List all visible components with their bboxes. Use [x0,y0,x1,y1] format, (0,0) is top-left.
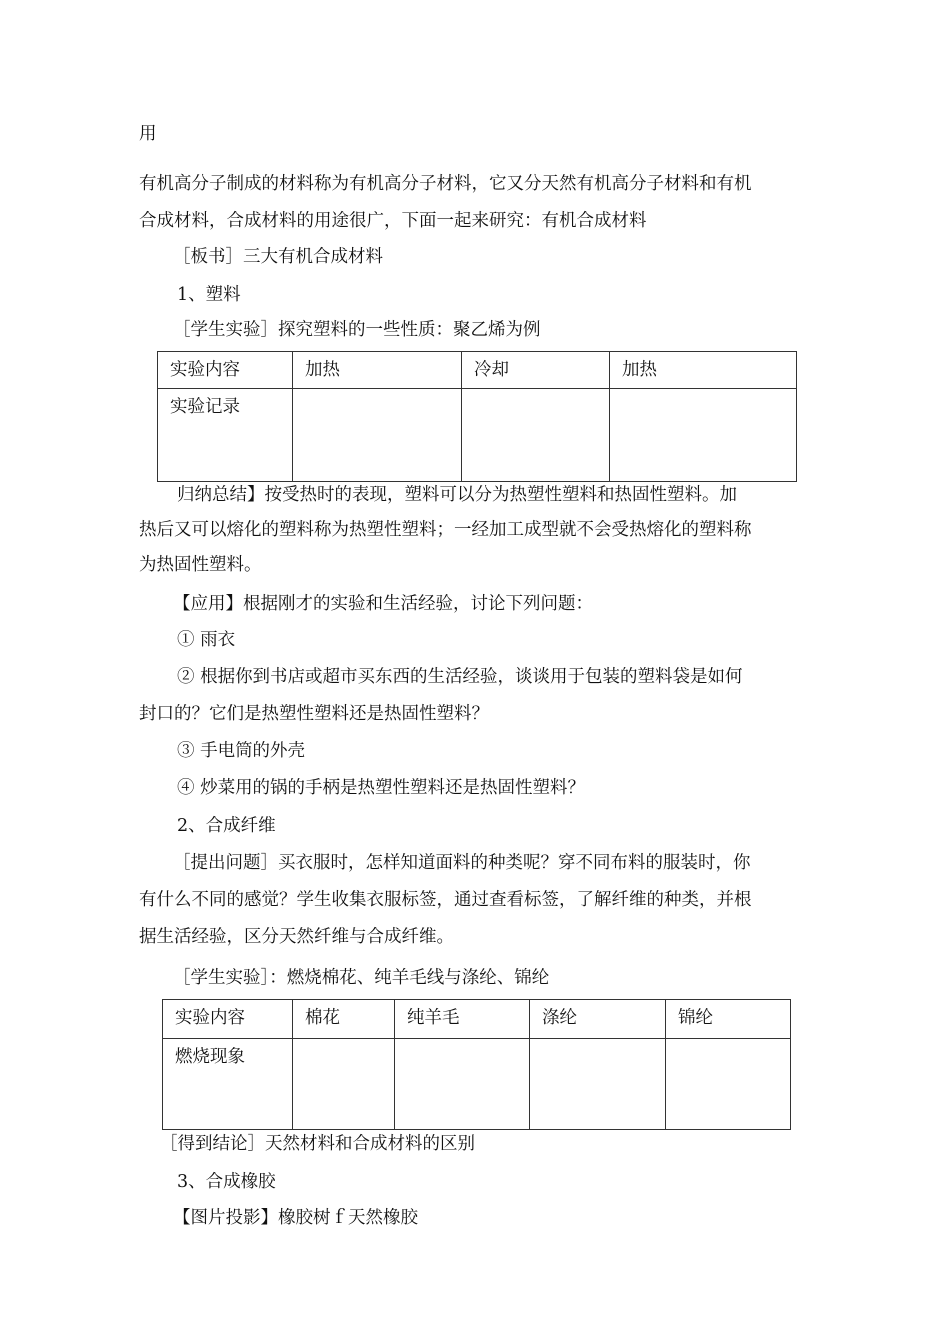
table-cell: 实验内容 [158,352,293,389]
text-line: 归纳总结】按受热时的表现，塑料可以分为热塑性塑料和热固性塑料。加 [177,485,737,505]
table-cell [530,1039,666,1130]
text-line: ［学生实验］：燃烧棉花、纯羊毛线与涤纶、锦纶 [173,968,550,988]
experiment-table-fiber [162,999,791,1130]
text-line: ［学生实验］探究塑料的一些性质：聚乙烯为例 [173,320,541,340]
text-line: 用 [139,124,157,144]
table-row [158,389,797,482]
list-item: ④ 炒菜用的锅的手柄是热塑性塑料还是热固性塑料？ [177,778,586,798]
text-line: 合成材料，合成材料的用途很广，下面一起来研究：有机合成材料 [139,211,647,231]
experiment-table-plastic [157,351,797,482]
table-cell [666,1039,791,1130]
text-line: 热后又可以熔化的塑料称为热塑性塑料；一经加工成型就不会受热熔化的塑料称 [139,520,752,540]
list-item: ② 根据你到书店或超市买东西的生活经验，谈谈用于包装的塑料袋是如何 [177,667,743,687]
table-cell: 纯羊毛 [395,1000,530,1039]
section-heading: 2、合成纤维 [177,816,276,836]
table-cell: 棉花 [293,1000,395,1039]
table-cell: 锦纶 [666,1000,791,1039]
text-line: 【图片投影】橡胶树ｆ天然橡胶 [173,1208,418,1228]
table-cell [610,389,797,482]
list-item: ① 雨衣 [177,630,236,650]
table-cell: 冷却 [462,352,610,389]
list-item: ③ 手电筒的外壳 [177,741,306,761]
table-cell: 实验内容 [163,1000,293,1039]
table-cell: 燃烧现象 [163,1039,293,1130]
text-line: 为热固性塑料。 [139,555,262,575]
table-cell: 加热 [293,352,462,389]
text-line: 有机高分子制成的材料称为有机高分子材料，它又分天然有机高分子材料和有机 [139,174,752,194]
text-line: 封口的？它们是热塑性塑料还是热固性塑料？ [139,704,489,724]
text-line: 【应用】根据刚才的实验和生活经验，讨论下列问题： [173,594,593,614]
table-cell: 实验记录 [158,389,293,482]
text-line: ［板书］三大有机合成材料 [173,247,383,267]
table-row [163,1039,791,1130]
section-heading: 1、塑料 [177,285,241,305]
table-cell [462,389,610,482]
table-cell: 加热 [610,352,797,389]
table-cell: 涤纶 [530,1000,666,1039]
text-line: 有什么不同的感觉？学生收集衣服标签，通过查看标签，了解纤维的种类，并根 [139,890,752,910]
table-cell [293,1039,395,1130]
table-header-row [158,352,797,389]
text-line: 据生活经验，区分天然纤维与合成纤维。 [139,927,454,947]
section-heading: 3、合成橡胶 [177,1172,276,1192]
text-line: ［提出问题］买衣服时，怎样知道面料的种类呢？穿不同布料的服装时，你 [173,853,751,873]
text-line: ［得到结论］天然材料和合成材料的区别 [160,1134,475,1154]
table-header-row [163,1000,791,1039]
table-cell [395,1039,530,1130]
table-cell [293,389,462,482]
